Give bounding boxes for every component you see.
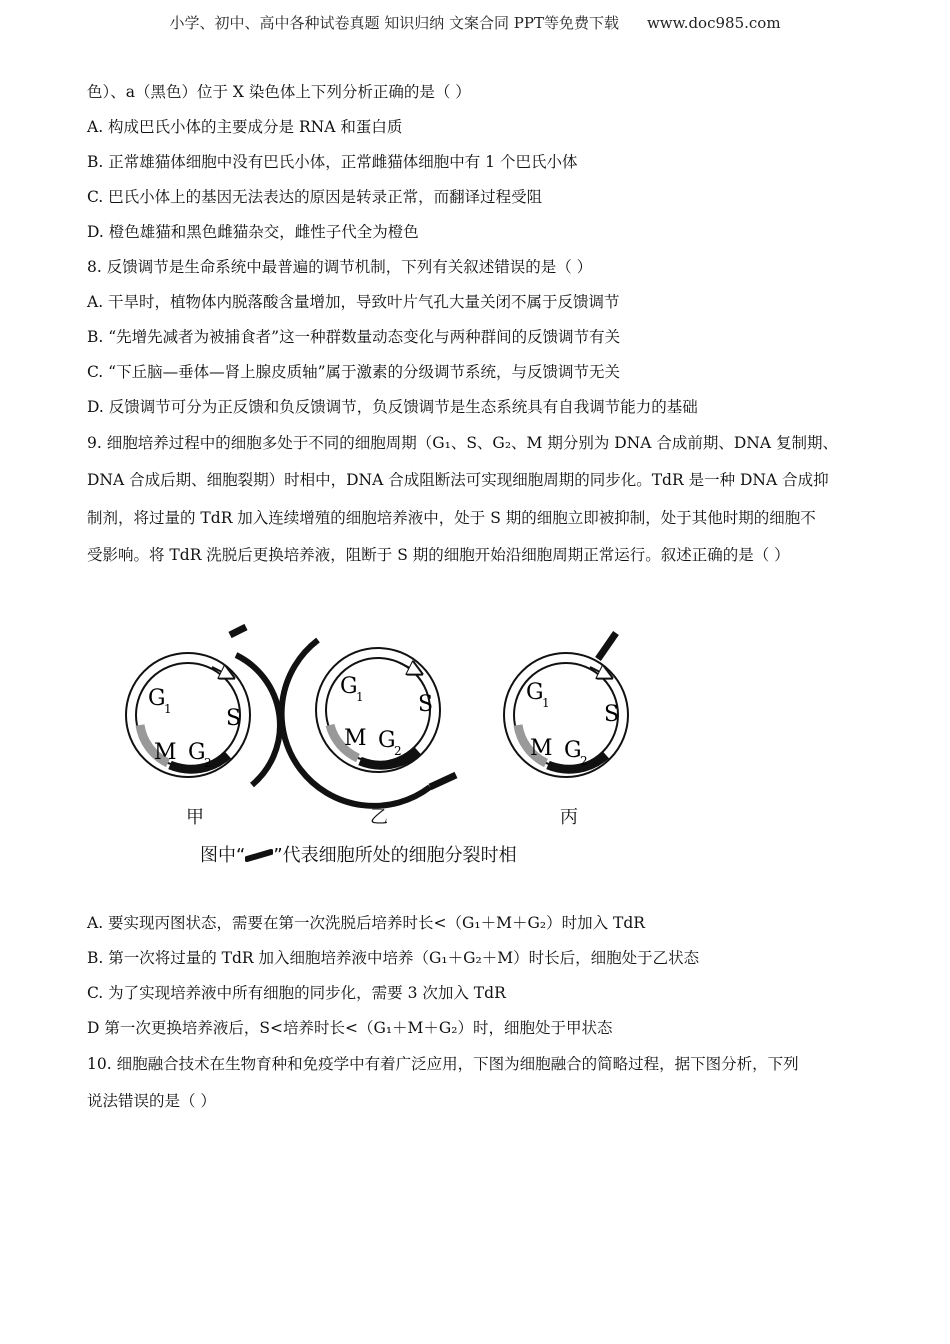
- q9-stem-line-4: 受影响。将 TdR 洗脱后更换培养液，阻断于 S 期的细胞开始沿细胞周期正常运行。叙述正确的是（ ）: [87, 546, 790, 564]
- label-g2-jia: G: [188, 740, 206, 765]
- diagram-yi: [282, 640, 456, 806]
- page-header: [0, 12, 950, 33]
- q9-stem-line-1: 9. 细胞培养过程中的细胞多处于不同的细胞周期（G₁、S、G₂、M 期分别为 DNA 合成前期、DNA 复制期、: [87, 434, 838, 452]
- q8-option-d: D. 反馈调节可分为正反馈和负反馈调节，负反馈调节是生态系统具有自我调节能力的基础: [87, 398, 698, 416]
- phase-marker: [236, 655, 280, 785]
- label-g1-yi: G: [340, 674, 358, 699]
- phase-marker: [598, 633, 616, 659]
- label-g1-sub-bing: 1: [542, 696, 550, 710]
- label-s-bing: S: [604, 702, 620, 727]
- q9-stem-line-2: DNA 合成后期、细胞裂期）时相中，DNA 合成阻断法可实现细胞周期的同步化。TdR 是一种 DNA 合成抑: [87, 471, 829, 489]
- label-g2-bing: G: [564, 738, 582, 763]
- caption-after: ”代表细胞所处的细胞分裂时相: [273, 845, 517, 866]
- panel-label-yi: 乙: [370, 807, 388, 828]
- label-g2-sub-bing: 2: [580, 754, 588, 768]
- header-text: 小学、初中、高中各种试卷真题 知识归纳 文案合同 PPT等免费下载: [169, 14, 619, 32]
- q7-option-a: A. 构成巴氏小体的主要成分是 RNA 和蛋白质: [87, 118, 403, 136]
- caption-before: 图中“: [200, 845, 246, 866]
- label-g2-yi: G: [378, 728, 396, 753]
- phase-marker-legend-icon: [245, 849, 273, 863]
- label-g1-sub-jia: 1: [164, 702, 172, 716]
- figure-caption: [200, 841, 517, 867]
- q7-stem: 色）、a（黑色）位于 X 染色体上下列分析正确的是（ ）: [87, 83, 471, 101]
- cell-cycle-diagrams: [100, 615, 660, 835]
- label-s-yi: S: [418, 692, 434, 717]
- label-m-yi: M: [344, 726, 367, 751]
- q9-stem-line-3: 制剂，将过量的 TdR 加入连续增殖的细胞培养液中，处于 S 期的细胞立即被抑制，处于其他时期的细胞不: [87, 509, 816, 527]
- q9-option-c: C. 为了实现培养液中所有细胞的同步化，需要 3 次加入 TdR: [87, 984, 506, 1002]
- q8-option-a: A. 干旱时，植物体内脱落酸含量增加，导致叶片气孔大量关闭不属于反馈调节: [87, 293, 620, 311]
- q9-option-d: D 第一次更换培养液后，S<培养时长<（G₁＋M＋G₂）时，细胞处于甲状态: [87, 1019, 613, 1037]
- diagram-jia: [126, 627, 280, 785]
- label-m-bing: M: [530, 736, 553, 761]
- label-g1-sub-yi: 1: [356, 690, 364, 704]
- label-m-jia: M: [154, 740, 177, 765]
- q8-stem: 8. 反馈调节是生命系统中最普遍的调节机制，下列有关叙述错误的是（ ）: [87, 258, 593, 276]
- label-g2-sub-yi: 2: [394, 744, 402, 758]
- header-site: www.doc985.com: [646, 14, 781, 32]
- q10-stem-line-2: 说法错误的是（ ）: [87, 1092, 216, 1110]
- q8-option-c: C. “下丘脑—垂体—肾上腺皮质轴”属于激素的分级调节系统，与反馈调节无关: [87, 363, 621, 381]
- label-s-jia: S: [226, 706, 242, 731]
- q10-stem-line-1: 10. 细胞融合技术在生物育种和免疫学中有着广泛应用，下图为细胞融合的简略过程，据下图分析，下列: [87, 1055, 799, 1073]
- q7-option-d: D. 橙色雄猫和黑色雌猫杂交，雌性子代全为橙色: [87, 223, 419, 241]
- cell-cycle-figure: [100, 615, 660, 875]
- q9-option-b: B. 第一次将过量的 TdR 加入细胞培养液中培养（G₁＋G₂＋M）时长后，细胞处于乙状态: [87, 949, 700, 967]
- label-g1-jia: G: [148, 686, 166, 711]
- panel-label-jia: 甲: [186, 807, 204, 828]
- q9-option-a: A. 要实现丙图状态，需要在第一次洗脱后培养时长<（G₁＋M＋G₂）时加入 TdR: [87, 914, 645, 932]
- panel-label-bing: 丙: [560, 807, 578, 828]
- label-g1-bing: G: [526, 680, 544, 705]
- diagram-bing: [504, 633, 628, 777]
- q7-option-c: C. 巴氏小体上的基因无法表达的原因是转录正常，而翻译过程受阻: [87, 188, 543, 206]
- phase-marker: [282, 640, 430, 806]
- q7-option-b: B. 正常雄猫体细胞中没有巴氏小体，正常雌猫体细胞中有 1 个巴氏小体: [87, 153, 578, 171]
- q8-option-b: B. “先增先减者为被捕食者”这一种群数量动态变化与两种群间的反馈调节有关: [87, 328, 621, 346]
- label-g2-sub-jia: 2: [204, 756, 212, 770]
